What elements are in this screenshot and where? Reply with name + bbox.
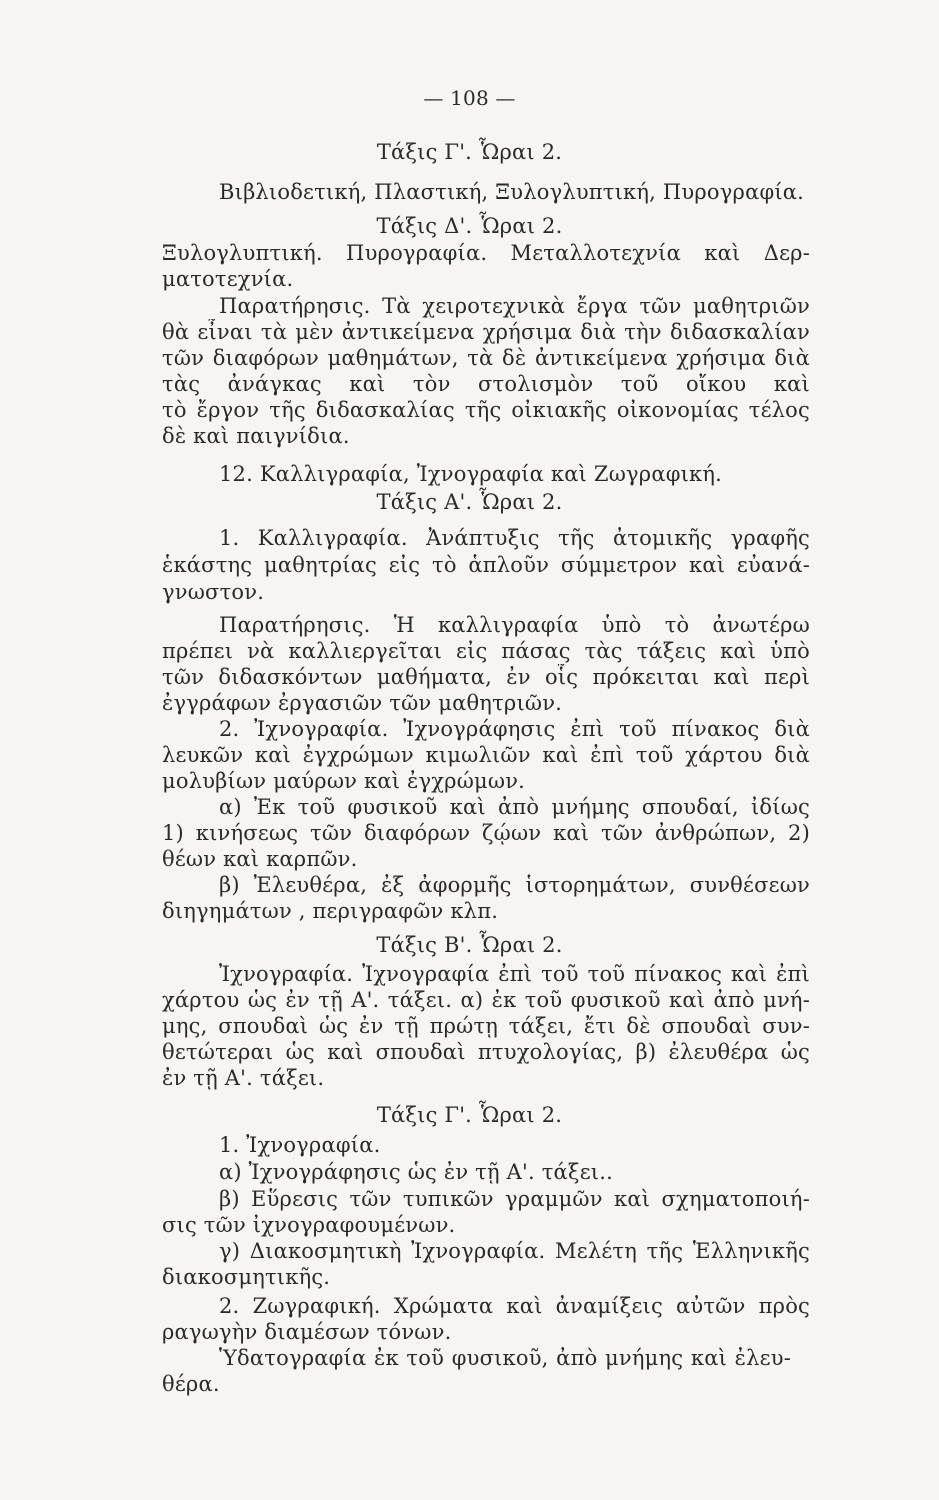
text-line: χάρτου ὡς ἐν τῇ Α'. τάξει. α) ἐκ τοῦ φυσικοῦ καὶ ἀπὸ μνή- [162,988,810,1012]
text-line: θέρα. [162,1372,220,1396]
text-line: τὸ ἔργον τῆς διδασκαλίας τῆς οἰκιακῆς οἰκονομίας τέλος [162,398,810,422]
text-line: Ξυλογλυπτική. Πυρογραφία. Μεταλλοτεχνία καὶ Δερ- [162,241,810,265]
text-line: Ἰχνογραφία. Ἰχνογραφία ἐπὶ τοῦ τοῦ πίνακος καὶ ἐπὶ [219,962,810,986]
text-line: τῶν διδασκόντων μαθήματα, ἐν οἷς πρόκειται καὶ περὶ [162,665,810,689]
text-line: δὲ καὶ παιγνίδια. [162,424,350,448]
text-line: μολυβίων μαύρων καὶ ἐγχρώμων. [162,769,526,793]
text-line: 2. Ζωγραφική. Χρώματα καὶ ἀναμίξεις αὐτῶν πρὸς [219,1294,810,1318]
text-line: θέων καὶ καρπῶν. [162,847,358,871]
heading-class-g: Τάξις Γ'. Ὧραι 2. [376,140,563,164]
text-line: γνωστον. [162,580,265,604]
heading-class-b: Τάξις Β'. Ὧραι 2. [376,933,563,957]
text-line: ἑκάστης μαθητρίας εἰς τὸ ἁπλοῦν σύμμετρον καὶ εὐανά- [162,553,810,577]
text-line: 2. Ἰχνογραφία. Ἰχνογράφησις ἐπὶ τοῦ πίνακος διὰ [219,717,810,741]
text-line: 1. Καλλιγραφία. Ἀνάπτυξις τῆς ἀτομικῆς γραφῆς [219,526,810,550]
section-heading: 12. Καλλιγραφία, Ἰχνογραφία καὶ Ζωγραφική. [219,462,723,486]
heading-class-g-2: Τάξις Γ'. Ὧραι 2. [376,1103,563,1127]
text-line: τῶν διαφόρων μαθημάτων, τὰ δὲ ἀντικείμενα χρήσιμα διὰ [162,346,810,370]
text-line: λευκῶν καὶ ἐγχρώμων κιμωλιῶν καὶ ἐπὶ τοῦ χάρτου διὰ [162,743,810,767]
text-line: ἐγγράφων ἐργασιῶν τῶν μαθητριῶν. [162,691,563,715]
text-line: 1) κινήσεως τῶν διαφόρων ζῴων καὶ τῶν ἀνθρώπων, 2) [162,821,810,845]
text-line: α) Ἐκ τοῦ φυσικοῦ καὶ ἀπὸ μνήμης σπουδαί, ἰδίως [219,795,810,819]
text-line: γ) Διακοσμητικὴ Ἰχνογραφία. Μελέτη τῆς Ἑλληνικῆς [219,1239,810,1263]
text-line: διηγημάτων , περιγραφῶν κλπ. [162,899,499,923]
text-line: σις τῶν ἰχνογραφουμένων. [162,1213,456,1237]
text-line: θὰ εἶναι τὰ μὲν ἀντικείμενα χρήσιμα διὰ τὴν διδασκαλίαν [162,320,810,344]
text-line: μης, σπουδαὶ ὡς ἐν τῇ πρώτῃ τάξει, ἔτι δὲ σπουδαὶ συν- [162,1014,810,1038]
text-line: πρέπει νὰ καλλιεργεῖται εἰς πάσας τὰς τάξεις καὶ ὑπὸ [162,639,810,663]
text-line: Βιβλιοδετική, Πλαστική, Ξυλογλυπτική, Πυρογραφία. [219,180,805,204]
text-line: Παρατήρησις. Τὰ χειροτεχνικὰ ἔργα τῶν μαθητριῶν [219,294,810,318]
text-line: ματοτεχνία. [162,267,294,291]
text-line: διακοσμητικῆς. [162,1265,331,1289]
page-number: — 108 — [423,86,516,110]
text-line: Ὑδατογραφία ἐκ τοῦ φυσικοῦ, ἀπὸ μνήμης καὶ ἐλευ- [219,1346,791,1370]
text-line: 1. Ἰχνογραφία. [219,1133,381,1157]
text-line: β) Ἐλευθέρα, ἐξ ἀφορμῆς ἱστορημάτων, συνθέσεων [219,873,810,897]
text-line: ἐν τῇ Α'. τάξει. [162,1066,325,1090]
heading-class-a: Τάξις Α'. Ὧραι 2. [376,490,563,514]
text-line: β) Εὕρεσις τῶν τυπικῶν γραμμῶν καὶ σχηματοποιή- [219,1187,810,1211]
text-line: τὰς ἀνάγκας καὶ τὸν στολισμὸν τοῦ οἴκου καὶ [162,372,810,396]
text-line: α) Ἰχνογράφησις ὡς ἐν τῇ Α'. τάξει.. [219,1160,613,1184]
text-line: Παρατήρησις. Ἡ καλλιγραφία ὑπὸ τὸ ἀνωτέρω [219,613,810,637]
text-line: ραγωγὴν διαμέσων τόνων. [162,1320,452,1344]
heading-class-d: Τάξις Δ'. Ὧραι 2. [376,214,563,238]
text-line: θετώτεραι ὡς καὶ σπουδαὶ πτυχολογίας, β) ἐλευθέρα ὡς [162,1040,810,1064]
